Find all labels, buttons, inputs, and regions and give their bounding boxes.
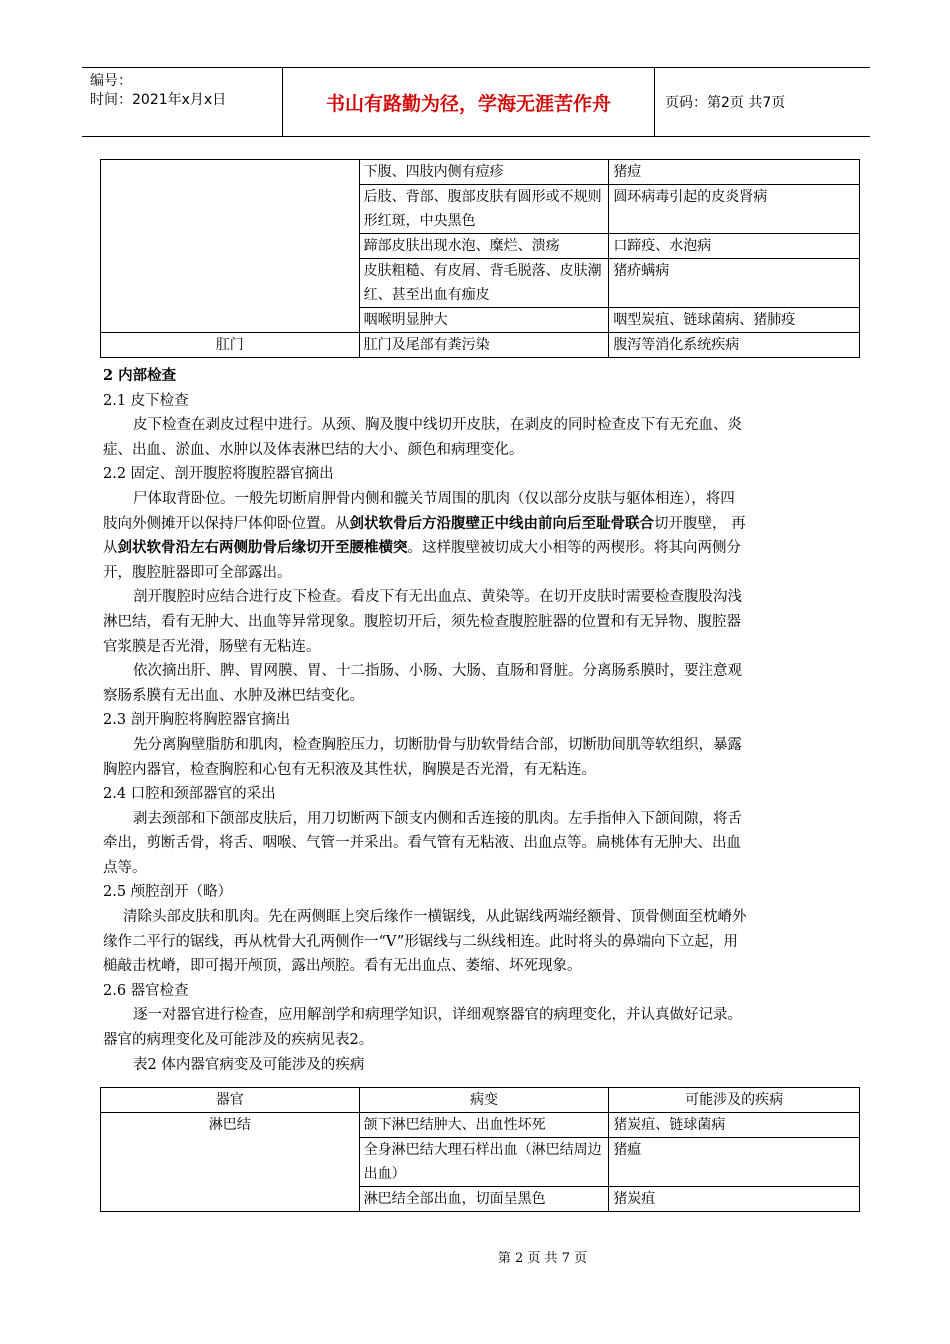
section-heading-2-4: 2.4 口腔和颈部器官的采出 [103,786,276,803]
header-motto: 书山有路勤为径，学海无涯苦作舟 [282,68,655,136]
paragraph: 尸体取背卧位。一般先切断肩胛骨内侧和髋关节周围的肌肉（仅以部分皮肤与躯体相连），将四 肢向外侧摊开以保持尸体仰卧位置。从剑状软骨后方沿腹壁正中线由前向后至耻骨联合切开腹壁， 再 从剑状软骨沿左右两侧肋骨后缘切开至腰椎横突。这样腹壁被切成大小相等的两楔形。将其向两侧分 开，腹腔脏器即可全部露出。 [103,490,746,581]
header-time: 时间：2021年x月x日 [90,92,227,108]
table-cell-organ: 肛门 [101,333,360,358]
header-number: 编号： [90,73,132,89]
section-heading-2-3: 2.3 剖开胸腔将胸腔器官摘出 [103,712,291,729]
paragraph: 先分离胸壁脂肪和肌肉，检查胸腔压力，切断肋骨与肋软骨结合部，切断肋间肌等软组织，暴露 胸腔内器官，检查胸腔和心包有无积液及其性状，胸膜是否光滑，有无粘连。 [103,736,742,778]
column-header: 器官 [101,1088,360,1113]
bold-phrase: 剑状软骨后方沿腹壁正中线由前向后至耻骨联合 [349,514,654,532]
table-cell-disease: 口蹄疫、水泡病 [609,234,860,259]
bold-phrase: 剑状软骨沿左右两侧肋骨后缘切开至腰椎横突 [117,539,408,557]
header-page-number: 页码：第2页 共7页 [665,95,786,111]
paragraph: 依次摘出肝、脾、胃网膜、胃、十二指肠、小肠、大肠、直肠和肾脏。分离肠系膜时，要注意观 察肠系膜有无出血、水肿及淋巴结变化。 [103,663,742,704]
table-cell-organ: 淋巴结 [101,1113,360,1212]
table-cell-lesion: 皮肤粗糙、有皮屑、背毛脱落、皮肤潮红、甚至出血有痂皮 [359,259,609,308]
body-text [103,364,851,1077]
section-heading-2-1: 2.1 皮下检查 [103,392,189,409]
section-heading-2: 2 内部检查 [103,367,177,384]
table-cell-lesion: 全身淋巴结大理石样出血（淋巴结周边出血） [359,1138,609,1187]
paragraph: 清除头部皮肤和肌肉。先在两侧眶上突后缘作一横锯线，从此锯线两端经额骨、顶骨侧面至枕嵴外 缘作二平行的锯线，再从枕骨大孔两侧作一“V”形锯线与二纵线相连。此时将头的鼻端向下立起，用 槌敲击枕嵴，即可揭开颅顶，露出颅腔。看有无出血点、萎缩、坏死现象。 [103,909,747,975]
column-header: 病变 [359,1088,609,1113]
table-cell-lesion: 肛门及尾部有粪污染 [359,333,609,358]
column-header: 可能涉及的疾病 [609,1088,860,1113]
paragraph: 剖开腹腔时应结合进行皮下检查。看皮下有无出血点、黄染等。在切开皮肤时需要检查腹股沟浅 淋巴结，看有无肿大、出血等异常现象。腹腔切开后，须先检查腹腔脏器的位置和有无异物、腹腔器 官浆膜是否光滑，肠壁有无粘连。 [103,589,742,655]
section-heading-2-6: 2.6 器官检查 [103,982,189,999]
table-cell-disease: 猪痘 [609,160,860,185]
table-cell-disease: 猪炭疽、链球菌病 [609,1113,860,1138]
table-cell-disease: 猪瘟 [609,1138,860,1187]
table-cell-lesion: 颌下淋巴结肿大、出血性坏死 [359,1113,609,1138]
table-cell-lesion: 下腹、四肢内侧有痘疹 [359,160,609,185]
header-meta [82,68,282,136]
page-header [82,67,870,137]
section-heading-2-5: 2.5 颅腔剖开（略） [103,884,233,901]
table-cell-lesion: 淋巴结全部出血，切面呈黑色 [359,1187,609,1212]
table-caption: 表2 体内器官病变及可能涉及的疾病 [133,1056,365,1073]
table-cell-disease: 咽型炭疽、链球菌病、猪肺疫 [609,308,860,333]
table-row [101,1113,860,1138]
table-cell-disease: 腹泻等消化系统疾病 [609,333,860,358]
table-row [101,160,860,185]
paragraph: 皮下检查在剥皮过程中进行。从颈、胸及腹中线切开皮肤，在剥皮的同时检查皮下有无充血、炎 症、出血、淤血、水肿以及体表淋巴结的大小、颜色和病理变化。 [103,417,742,458]
table-cell-disease: 猪炭疽 [609,1187,860,1212]
table-header-row [101,1088,860,1113]
table-cell-lesion: 后肢、背部、腹部皮肤有圆形或不规则形红斑，中央黑色 [359,185,609,234]
table-cell-disease: 猪疥螨病 [609,259,860,308]
organ-lesion-table [100,1087,860,1212]
skin-lesion-table [100,159,860,358]
table-row [101,333,860,358]
section-heading-2-2: 2.2 固定、剖开腹腔将腹腔器官摘出 [103,466,334,483]
table-cell-lesion: 蹄部皮肤出现水泡、糜烂、溃疡 [359,234,609,259]
table-cell-lesion: 咽喉明显肿大 [359,308,609,333]
paragraph: 剥去颈部和下颌部皮肤后，用刀切断两下颌支内侧和舌连接的肌肉。左手指伸入下颌间隙，将舌 牵出，剪断舌骨，将舌、咽喉、气管一并采出。看气管有无粘液、出血点等。扁桃体有无肿大、出血 点等。 [103,810,742,876]
paragraph: 逐一对器官进行检查，应用解剖学和病理学知识，详细观察器官的病理变化，并认真做好记录。 器官的病理变化及可能涉及的疾病见表2。 [103,1007,742,1049]
table-cell-organ [101,160,360,333]
table-cell-disease: 圆环病毒引起的皮炎肾病 [609,185,860,234]
page-footer: 第 2 页 共 7 页 [497,1251,588,1266]
